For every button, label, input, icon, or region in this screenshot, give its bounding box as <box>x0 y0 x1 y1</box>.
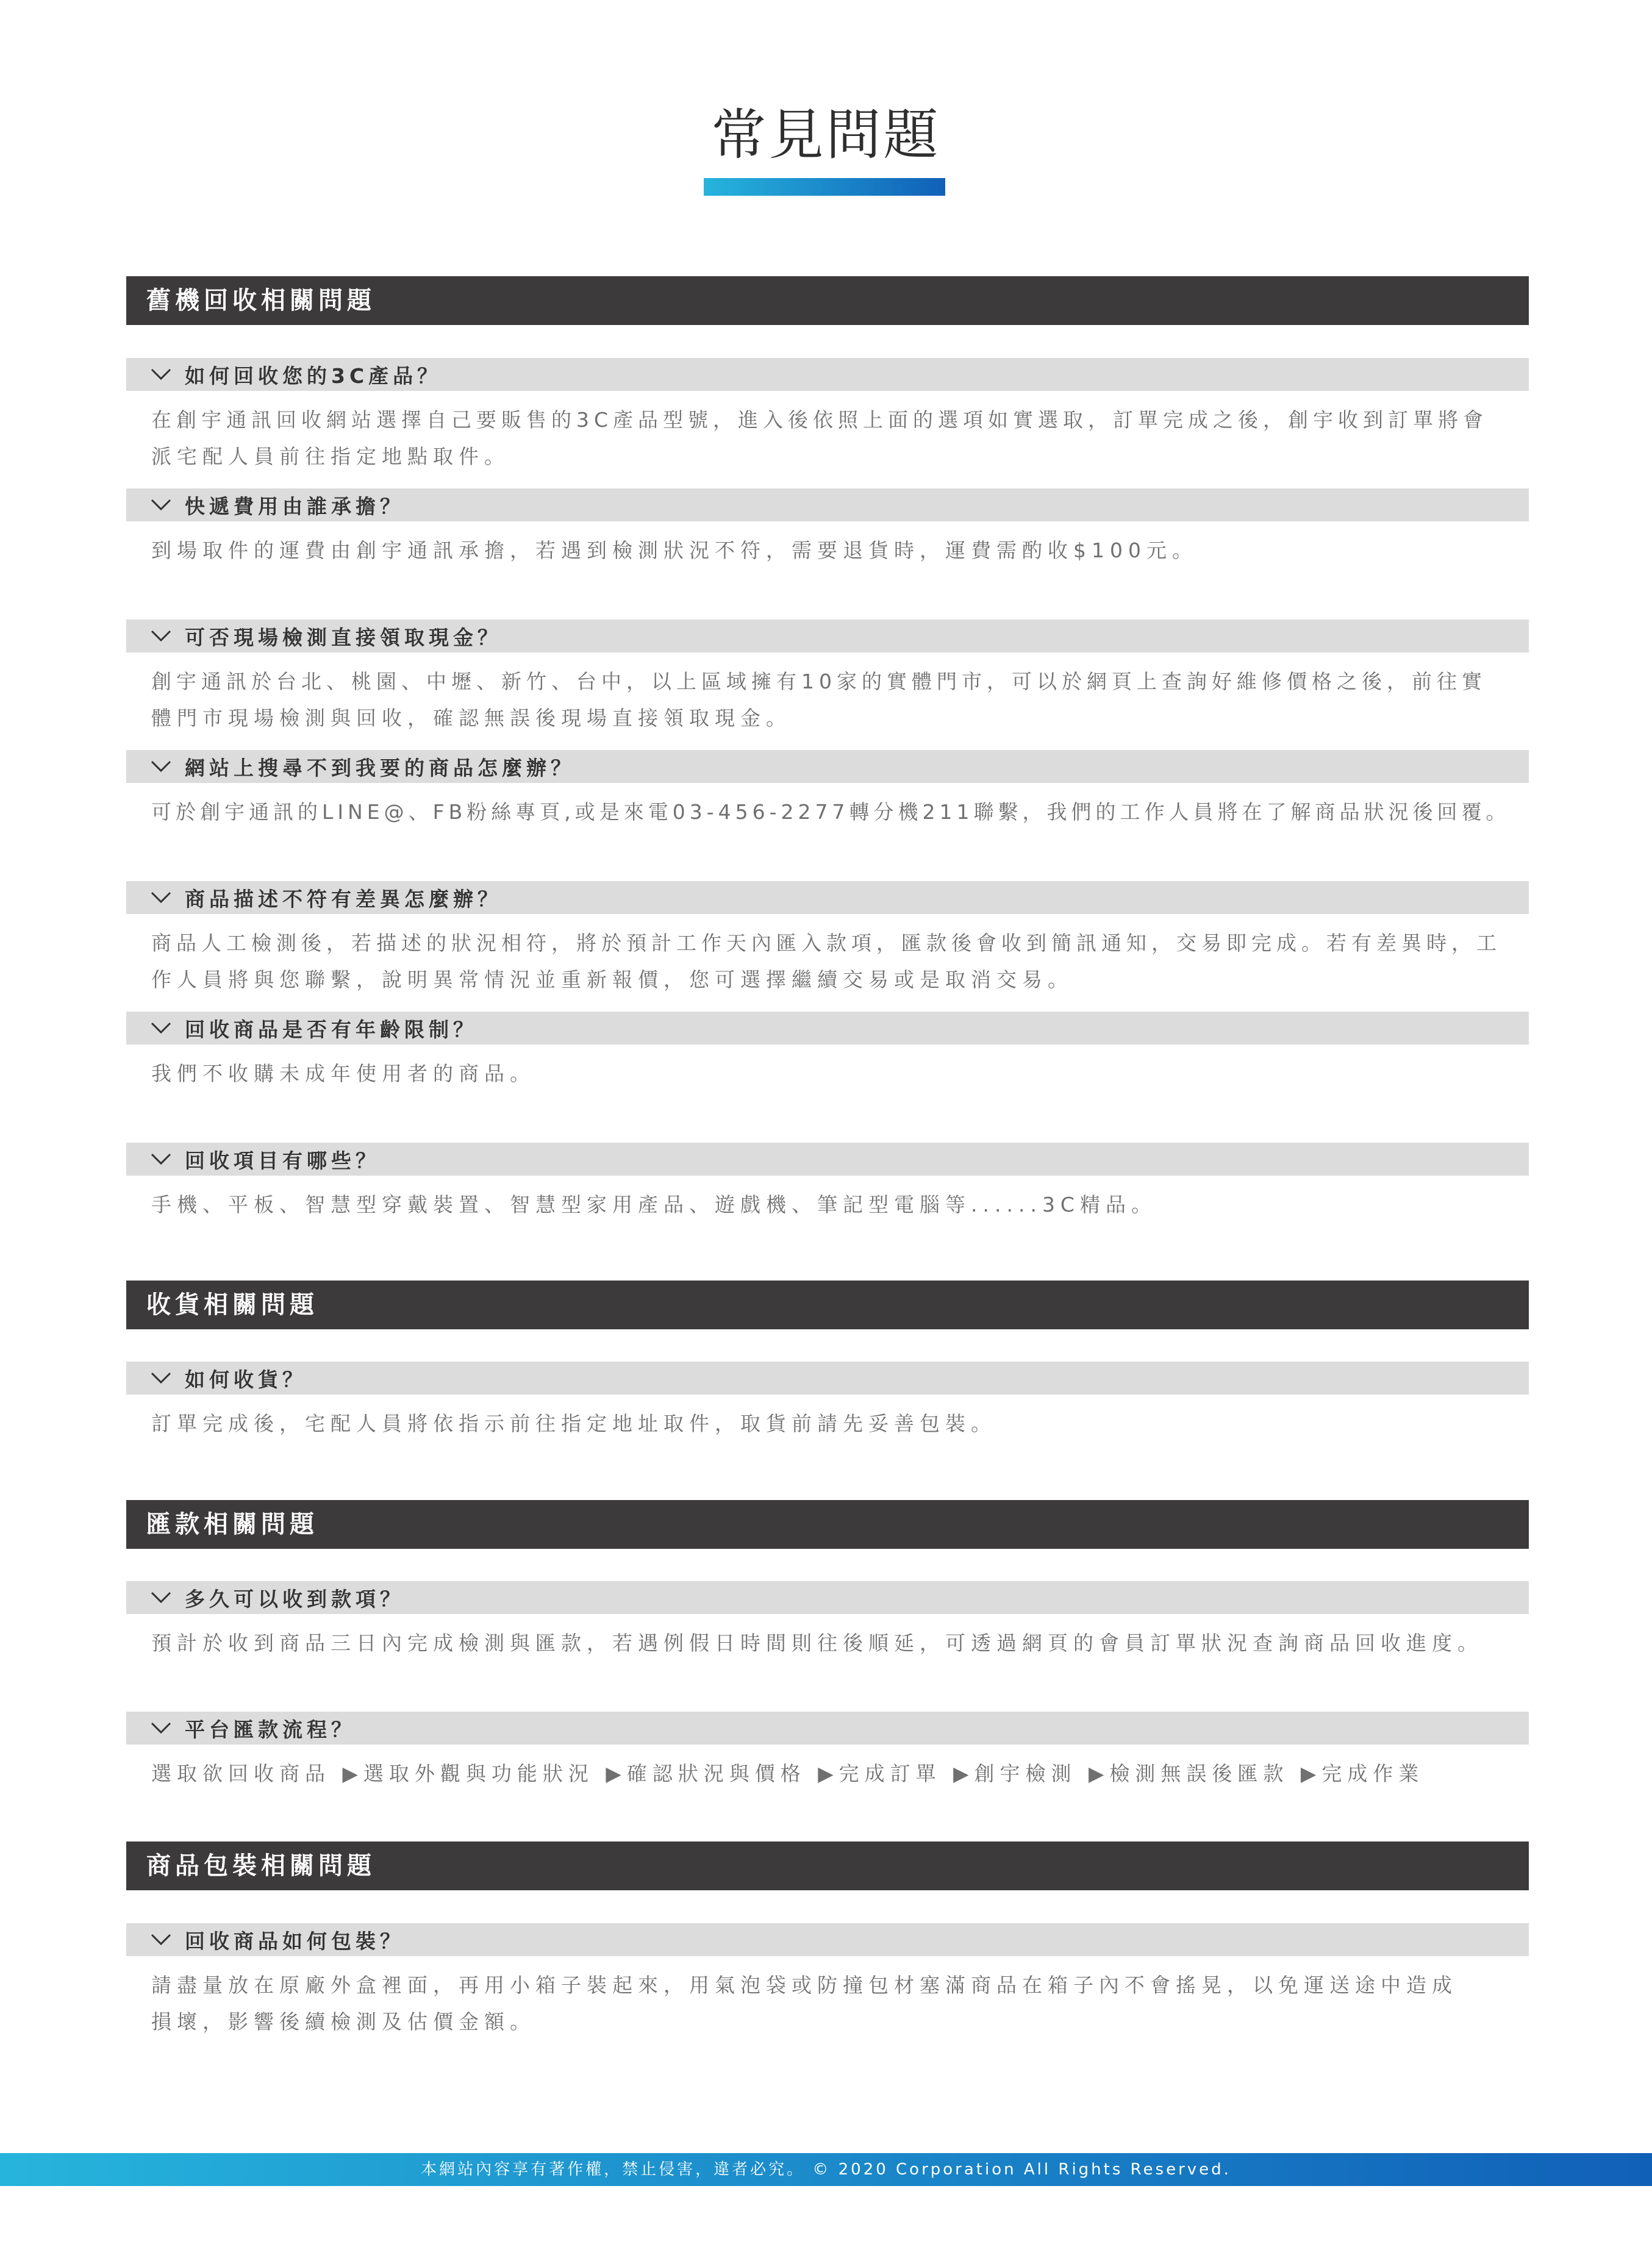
faq-question-recycle-items[interactable] <box>126 1143 1529 1176</box>
faq-question-label: 多久可以收到款項？ <box>185 1587 404 1611</box>
section-header-recycle: 舊機回收相關問題 <box>126 276 1529 325</box>
chevron-down-icon <box>151 1587 171 1608</box>
faq-question-product-not-found[interactable] <box>126 750 1529 783</box>
faq-answer-line: 損壞，影響後續檢測及估價金額。 <box>151 2010 535 2034</box>
chevron-down-icon <box>151 1929 171 1950</box>
faq-question-age-limit[interactable] <box>126 1012 1529 1045</box>
chevron-down-icon <box>151 626 171 646</box>
faq-question-label: 可否現場檢測直接領取現金？ <box>185 625 502 649</box>
faq-answer-line: 作人員將與您聯繫，說明異常情況並重新報價，您可選擇繼續交易或是取消交易。 <box>151 968 1073 991</box>
faq-question-label: 平台匯款流程？ <box>185 1717 356 1742</box>
faq-question-label: 網站上搜尋不到我要的商品怎麼辦？ <box>185 756 575 780</box>
chevron-down-icon <box>151 495 171 515</box>
faq-question-label: 如何收貨？ <box>185 1367 307 1391</box>
title-underline <box>704 178 945 196</box>
faq-question-onsite-cash[interactable] <box>126 620 1529 652</box>
faq-answer-line: 請盡量放在原廠外盒裡面，再用小箱子裝起來，用氣泡袋或防撞包材塞滿商品在箱子內不會搖晃，以免運送途中造成 <box>151 1973 1457 1997</box>
faq-question-label: 商品描述不符有差異怎麼辦？ <box>185 887 502 911</box>
faq-answer-line: 可於創宇通訊的LINE@、FB粉絲專頁,或是來電03-456-2277轉分機211聯繫，我們的工作人員將在了解商品狀況後回覆。 <box>151 800 1511 824</box>
faq-answer-line: 訂單完成後，宅配人員將依指示前往指定地址取件，取貨前請先妥善包裝。 <box>151 1412 996 1435</box>
faq-question-how-to-pack[interactable] <box>126 1923 1529 1956</box>
faq-question-payment-time[interactable] <box>126 1581 1529 1614</box>
faq-answer-line: 創宇通訊於台北、桃園、中壢、新竹、台中，以上區域擁有10家的實體門市，可以於網頁上查詢好維修價格之後，前往實 <box>151 670 1487 693</box>
chevron-down-icon <box>151 1368 171 1388</box>
faq-question-label: 快遞費用由誰承擔？ <box>185 494 404 518</box>
faq-question-label: 如何回收您的3C產品？ <box>185 363 442 388</box>
section-header-packaging: 商品包裝相關問題 <box>126 1842 1529 1890</box>
faq-question-label: 回收商品是否有年齡限制？ <box>185 1017 477 1041</box>
faq-answer-line: 預計於收到商品三日內完成檢測與匯款，若遇例假日時間則往後順延，可透過網頁的會員訂單狀況查詢商品回收進度。 <box>151 1631 1483 1655</box>
faq-answer-line: 體門市現場檢測與回收，確認無誤後現場直接領取現金。 <box>151 706 792 730</box>
chevron-down-icon <box>151 1718 171 1738</box>
page-title: 常見問題 <box>711 103 941 167</box>
section-header-receiving: 收貨相關問題 <box>126 1281 1529 1329</box>
chevron-down-icon <box>151 1018 171 1038</box>
chevron-down-icon <box>151 887 171 908</box>
faq-question-label: 回收項目有哪些？ <box>185 1148 380 1173</box>
faq-question-how-to-receive[interactable] <box>126 1362 1529 1395</box>
faq-answer-line: 商品人工檢測後，若描述的狀況相符，將於預計工作天內匯入款項，匯款後會收到簡訊通知，交易即完成。若有差異時，工 <box>151 931 1501 955</box>
section-header-payment: 匯款相關問題 <box>126 1500 1529 1549</box>
faq-answer-line: 派宅配人員前往指定地點取件。 <box>151 445 510 468</box>
faq-question-how-to-recycle[interactable] <box>126 358 1529 391</box>
chevron-down-icon <box>151 364 171 385</box>
faq-question-label: 回收商品如何包裝？ <box>185 1929 404 1953</box>
faq-question-description-mismatch[interactable] <box>126 881 1529 914</box>
footer-copyright: 本網站內容享有著作權，禁止侵害，違者必究。 © 2020 Corporation All Rights Reserved. <box>0 2153 1652 2186</box>
chevron-down-icon <box>151 756 171 777</box>
faq-answer-line: 選取欲回收商品 ▶選取外觀與功能狀況 ▶確認狀況與價格 ▶完成訂單 ▶創宇檢測 ▶檢測無誤後匯款 ▶完成作業 <box>151 1762 1425 1785</box>
chevron-down-icon <box>151 1149 171 1170</box>
faq-answer-line: 到場取件的運費由創宇通訊承擔，若遇到檢測狀況不符，需要退貨時，運費需酌收$100元。 <box>151 538 1198 562</box>
faq-answer-line: 手機、平板、智慧型穿戴裝置、智慧型家用產品、遊戲機、筆記型電腦等......3C精品。 <box>151 1193 1157 1216</box>
faq-answer-line: 我們不收購未成年使用者的商品。 <box>151 1062 535 1085</box>
faq-question-payment-process[interactable] <box>126 1712 1529 1745</box>
faq-answer-line: 在創宇通訊回收網站選擇自己要販售的3C產品型號，進入後依照上面的選項如實選取，訂單完成之後，創宇收到訂單將會 <box>151 408 1489 432</box>
faq-question-shipping-fee[interactable] <box>126 488 1529 521</box>
